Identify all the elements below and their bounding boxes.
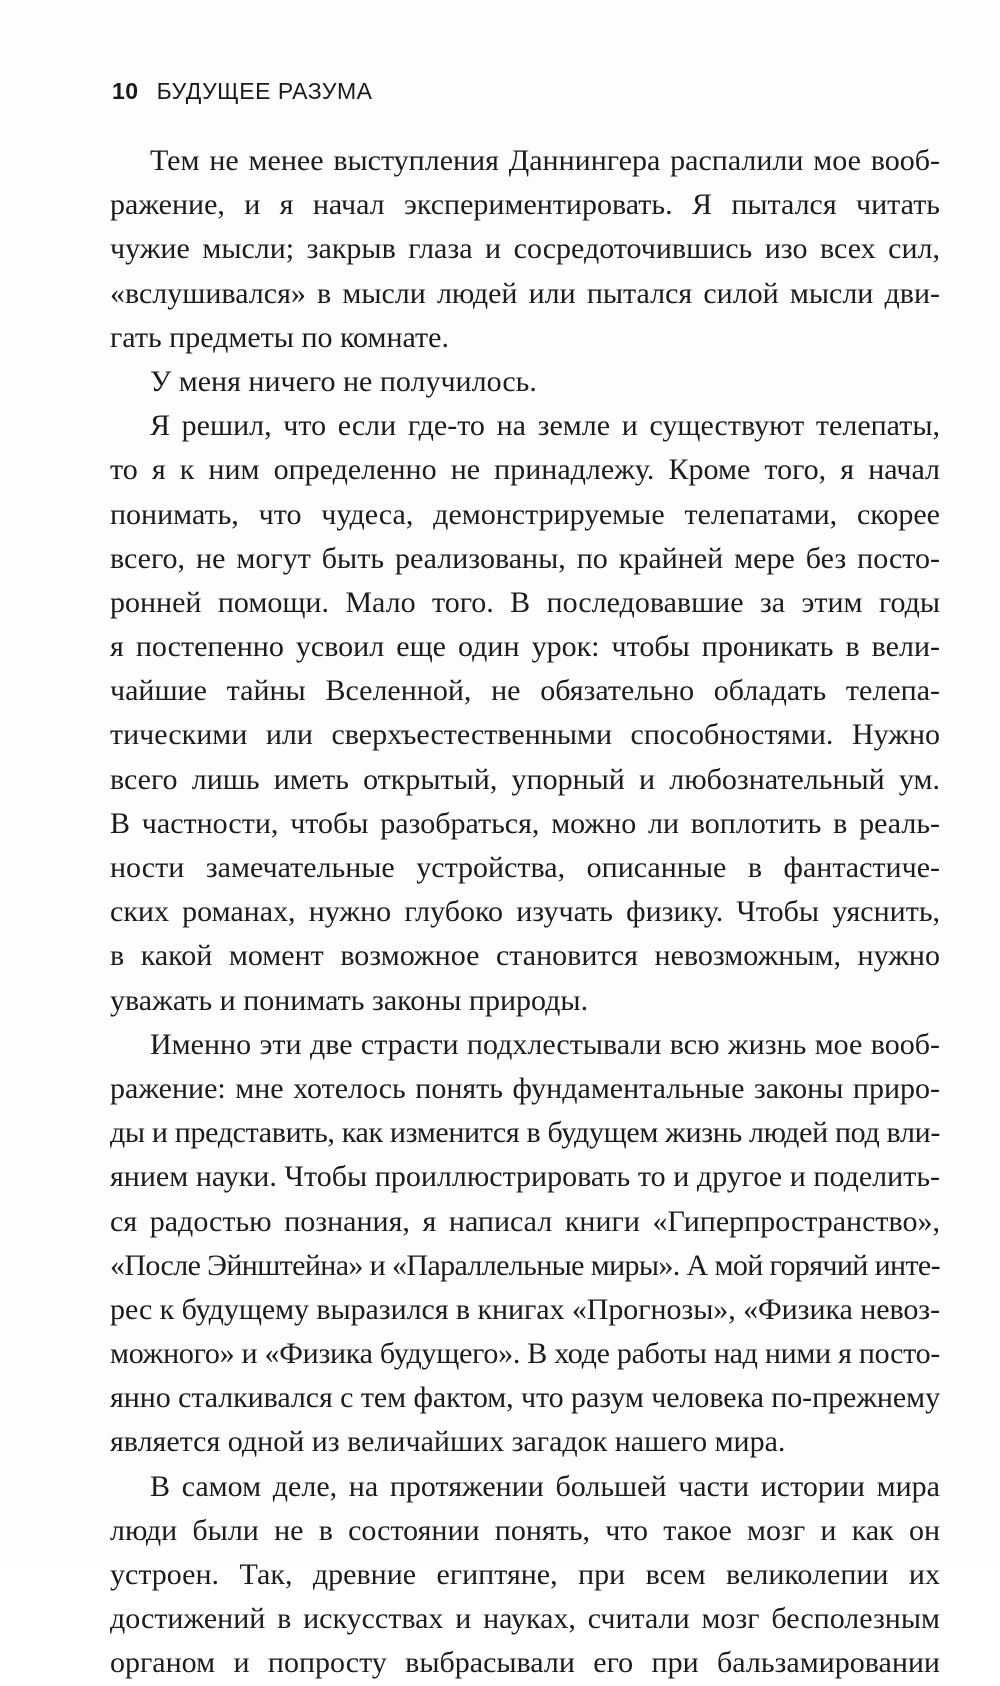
text-line: У меня ничего не получилось. bbox=[150, 364, 537, 398]
text-line: устроен. Так, древние египтяне, при всем великолепии их bbox=[110, 1558, 940, 1591]
text-line: гать предметы по комнате. bbox=[110, 320, 449, 354]
text-line: всего, не могут быть реализованы, по крайней мере без посто- bbox=[110, 541, 940, 575]
text-line: достижений в искусствах и науках, считали мозг бесполезным bbox=[110, 1602, 940, 1636]
text-line: Я решил, что если где-то на земле и существуют телепаты, bbox=[150, 409, 940, 443]
text-line: янием науки. Чтобы проиллюстрировать то и другое и поделить- bbox=[110, 1160, 940, 1194]
text-line: Именно эти две страсти подхлестывали всю жизнь мое вооб- bbox=[150, 1027, 940, 1061]
text-line: «После Эйнштейна» и «Параллельные миры». А мой горячий инте- bbox=[110, 1248, 940, 1282]
text-line: В частности, чтобы разобраться, можно ли воплотить в реаль- bbox=[110, 806, 940, 840]
text-line: люди были не в состоянии понять, что такое мозг и как он bbox=[110, 1513, 940, 1547]
body-text bbox=[110, 139, 940, 1686]
text-line: ся радостью познания, я написал книги «Гиперпространство», bbox=[110, 1204, 940, 1238]
text-line: всего лишь иметь открытый, упорный и любознательный ум. bbox=[110, 762, 940, 796]
text-line: ских романах, нужно глубоко изучать физику. Чтобы уяснить, bbox=[110, 895, 940, 929]
text-line: в какой момент возможное становится невозможным, нужно bbox=[110, 939, 940, 973]
text-line: можного» и «Физика будущего». В ходе работы над ними я посто- bbox=[110, 1337, 940, 1371]
text-line: чужие мысли; закрыв глаза и сосредоточившись изо всех сил, bbox=[110, 232, 940, 266]
text-line: понимать, что чудеса, демонстрируемые телепатами, скорее bbox=[110, 497, 940, 531]
text-line: янно сталкивался с тем фактом, что разум человека по-прежнему bbox=[110, 1381, 941, 1415]
text-line: В самом деле, на протяжении большей части истории мира bbox=[150, 1469, 940, 1503]
running-head bbox=[112, 78, 372, 105]
book-title: БУДУЩЕЕ РАЗУМА bbox=[156, 78, 373, 104]
text-line: органом и попросту выбрасывали его при бальзамировании bbox=[110, 1646, 940, 1680]
text-line: Тем не менее выступления Даннингера распалили мое вооб- bbox=[150, 144, 940, 177]
text-line: чайшие тайны Вселенной, не обязательно обладать телепа- bbox=[110, 674, 940, 708]
text-line: является одной из величайших загадок нашего мира. bbox=[110, 1425, 786, 1459]
text-line: ды и представить, как изменится в будущем жизнь людей под вли- bbox=[110, 1116, 940, 1150]
text-line: тическими или сверхъестественными способностями. Нужно bbox=[110, 718, 940, 752]
text-line: уважать и понимать законы природы. bbox=[110, 983, 589, 1017]
text-line: ности замечательные устройства, описанные в фантастиче- bbox=[110, 851, 940, 884]
text-line: я постепенно усвоил еще один урок: чтобы проникать в вели- bbox=[110, 630, 940, 664]
page-number: 10 bbox=[112, 78, 139, 104]
text-line: ронней помощи. Мало того. В последовавшие за этим годы bbox=[110, 585, 940, 619]
text-line: ражение: мне хотелось понять фундаментальные законы приро- bbox=[110, 1071, 940, 1105]
text-line: рес к будущему выразился в книгах «Прогнозы», «Физика невоз- bbox=[110, 1292, 940, 1326]
text-line: то я к ним определенно не принадлежу. Кроме того, я начал bbox=[110, 453, 940, 487]
text-line: «вслушивался» в мысли людей или пытался силой мысли дви- bbox=[110, 276, 940, 310]
text-line: ражение, и я начал экспериментировать. Я пытался читать bbox=[110, 188, 940, 222]
